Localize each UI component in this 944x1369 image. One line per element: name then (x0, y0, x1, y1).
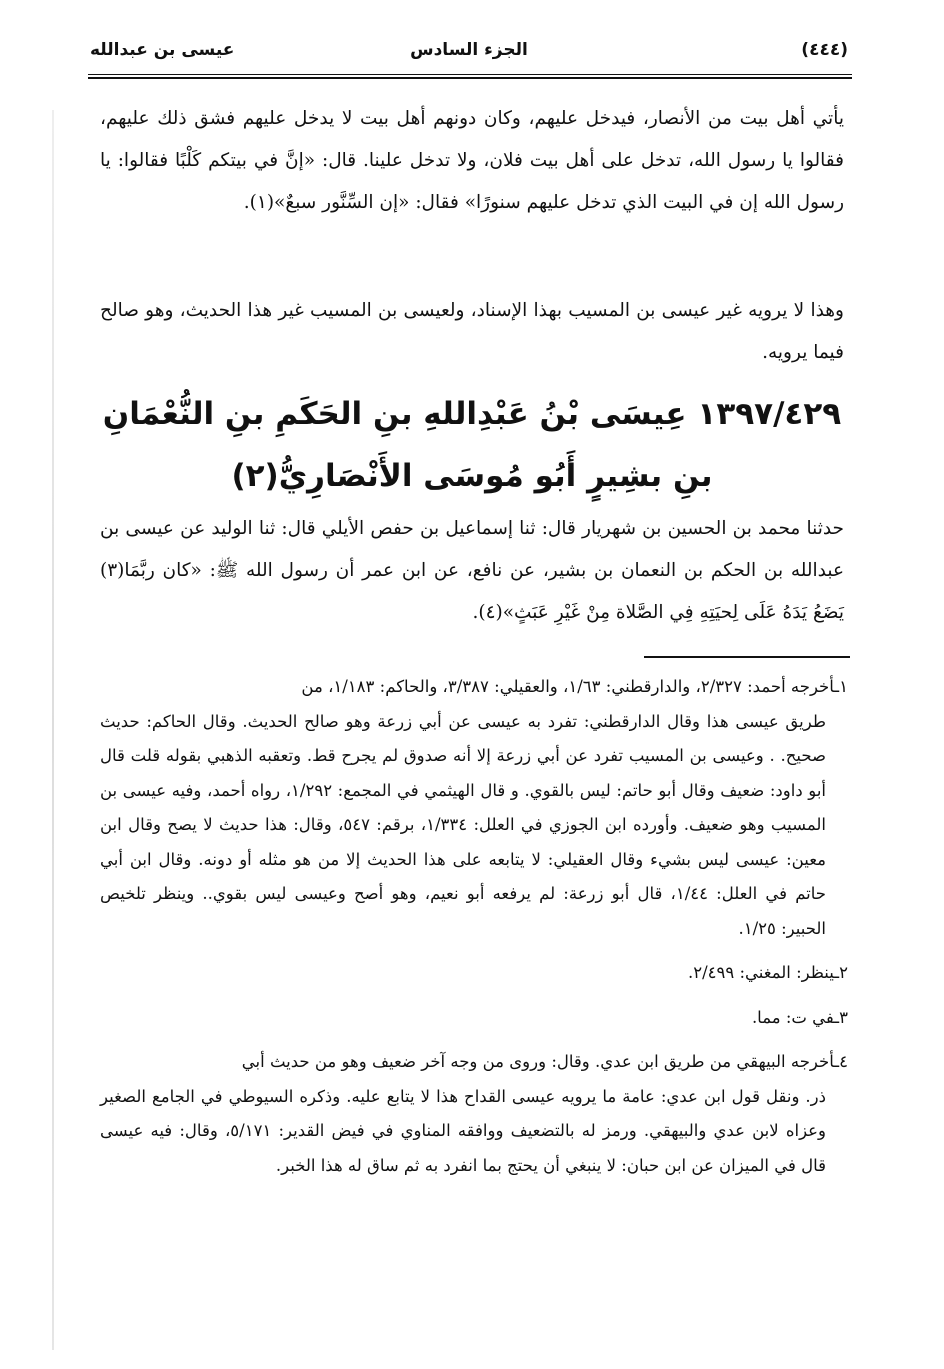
footnote-number: ٢ـ (834, 963, 848, 982)
paragraph-isnad: حدثنا محمد بن الحسين بن شهريار قال: ثنا إسماعيل بن حفص الأيلي قال: ثنا الوليد عن عيسى بن عبدالله بن الحكم بن النعمان بن بشير، عن نافع، عن ابن عمر أن رسول الله ﷺ: «كان ربَّمَا(٣) يَضَعُ يَدَهُ عَلَى لِحيَتِهِ فِي الصَّلاة مِنْ غَيْرِ عَبَثٍ»(٤). (100, 518, 844, 623)
footnote-2 (100, 956, 848, 991)
running-header (90, 32, 848, 72)
footnote-3 (100, 1001, 848, 1036)
entry-title-line-2: بنِ بشِيرٍ أَبُو مُوسَى الأَنْصَارِيُّ(٢) (231, 458, 713, 494)
entry-title-line-1: ١٣٩٧/٤٢٩ عِيسَى بْنُ عَبْدِاللهِ بنِ الحَكَمِ بنِ النُّعْمَانِ (102, 396, 842, 432)
paragraph-commentary: وهذا لا يرويه غير عيسى بن المسيب بهذا الإسناد، ولعيسى بن المسيب غير هذا الحديث، وهو صالح فيما يرويه. (100, 300, 844, 363)
header-page-number: (٤٤٤) (801, 40, 848, 60)
footnote-text: ينظر: المغني: ٢/٤٩٩. (687, 963, 835, 982)
footnote-continuation: طريق عيسى هذا وقال الدارقطني: تفرد به عيسى عن أبي زرعة وهو صالح الحديث. وقال الحاكم: حديث صحيح. . وعيسى بن المسيب تفرد عن أبي زرعة إلا أنه صدوق لم يجرح قط. وتعقبه الذهبي بقوله قلت قال أبو داود: ضعيف وقال أبو حاتم: ليس بالقوي. و قال الهيثمي في المجمع: ١/٢٩٢، رواه أحمد، وفيه عيسى بن المسيب وهو ضعيف. وأورده ابن الجوزي في العلل: ١/٣٣٤، برقم: ٥٤٧، وقال: هذا حديث لا يصح وقال ابن معين: عيسى ليس بشيء وقال العقيلي: لا يتابعه على هذا الحديث إلا من هو مثله أو دونه. وقال ابن أبي حاتم في العلل: ١/٤٤، قال أبو زرعة: لم يرفعه أبو نعيم، وهو أصح وعيسى ليس بقوي.. وينظر تلخيص الحبير: ١/٢٥. (100, 711, 827, 938)
paragraph-hadith-continuation: يأتي أهل بيت من الأنصار، فيدخل عليهم، وكان دونهم أهل بيت لا يدخل عليهم فشق ذلك عليهم، فقالوا يا رسول الله، تدخل على أهل بيت فلان، ولا تدخل علينا. قال: «إنَّ في بيتكم كَلْبًا فقالوا: يا رسول الله إن في البيت الذي تدخل عليهم سنورًا» فقال: «إن السِّنَّور سبعٌ»(١). (100, 108, 844, 213)
footnotes (100, 670, 848, 1193)
footnote-text: أخرجه البيهقي من طريق ابن عدي. وقال: وروى من وجه آخر ضعيف وهو من حديث أبي (241, 1052, 835, 1071)
footnote-text: في ت: مما. (751, 1007, 835, 1027)
header-rule (88, 74, 852, 79)
footnote-continuation: ذر. ونقل قول ابن عدي: عامة ما يرويه عيسى القداح هذا لا يتابع عليه. وذكره السيوطي في الجامع الصغير وعزاه لابن عدي والبيهقي. ورمز له بالتضعيف ووافقه المناوي في فيض القدير: ٥/١٧١، وقال: فيه عيسى قال في الميزان عن ابن حبان: لا ينبغي أن يحتج بما انفرد به ثم ساق له هذا الخبر. (100, 1086, 826, 1175)
scan-edge-shadow (52, 110, 54, 1350)
footnote-1 (100, 670, 848, 946)
footnote-number: ٣ـ (834, 1007, 848, 1027)
header-narrator: عيسى بن عبدالله (90, 40, 235, 60)
footnote-number: ١ـ (834, 677, 848, 696)
footnote-number: ٤ـ (834, 1052, 848, 1071)
footnote-4 (100, 1045, 848, 1183)
footnote-separator (644, 656, 850, 658)
header-volume: الجزء السادس (410, 40, 528, 60)
footnote-text: أخرجه أحمد: ٢/٣٢٧، والدارقطني: ١/٦٣، والعقيلي: ٣/٣٨٧، والحاكم: ١/١٨٣، من (301, 677, 835, 696)
